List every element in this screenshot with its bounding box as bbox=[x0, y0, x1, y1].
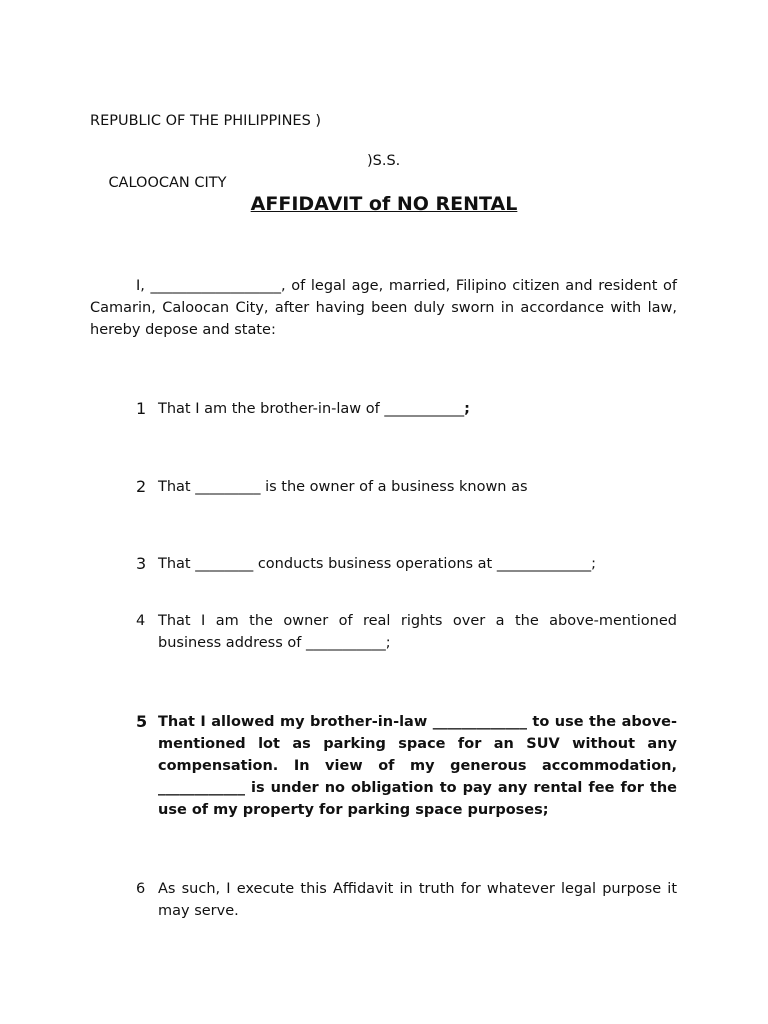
item-text: That ________ conducts business operations at _____________; bbox=[158, 556, 596, 572]
item-number: 6 bbox=[136, 881, 146, 897]
caption-republic: REPUBLIC OF THE PHILIPPINES ) bbox=[90, 113, 322, 129]
item-text-body: That I am the brother-in-law of ___________ bbox=[158, 401, 465, 417]
list-item-2 bbox=[136, 476, 677, 498]
item-text: That _________ is the owner of a business known as bbox=[158, 479, 528, 495]
list-item-1 bbox=[136, 398, 677, 420]
item-number: 3 bbox=[136, 554, 147, 573]
list-item-6 bbox=[136, 878, 677, 922]
item-text-tail: ; bbox=[464, 401, 470, 417]
item-number: 5 bbox=[136, 712, 148, 731]
item-text: That I allowed my brother-in-law _____________ to use the above-mentioned lot as parking space for an SUV without any compensation. In view of my generous accommodation, ____________ is under no obligation to pay any rental fee for the use of my property for parking space purposes; bbox=[158, 714, 677, 818]
item-text: As such, I execute this Affidavit in truth for whatever legal purpose it may serve. bbox=[158, 881, 677, 919]
item-text: That I am the owner of real rights over a the above-mentioned business address of ___________; bbox=[158, 613, 677, 651]
item-number: 2 bbox=[136, 477, 147, 496]
caption-city: CALOOCAN CITY bbox=[108, 175, 227, 191]
intro-paragraph: I, __________________, of legal age, married, Filipino citizen and resident of Camarin, Caloocan City, after having been duly sworn in accordance with law, hereby depose and state: bbox=[90, 278, 677, 338]
item-text bbox=[158, 398, 677, 420]
list-item-5 bbox=[136, 711, 677, 821]
list-item-3 bbox=[136, 553, 677, 575]
item-number: 1 bbox=[136, 399, 147, 418]
list-item-4 bbox=[136, 610, 677, 654]
item-number: 4 bbox=[136, 613, 146, 629]
document-title: AFFIDAVIT of NO RENTAL bbox=[250, 193, 518, 215]
caption-ss: )S.S. bbox=[367, 153, 401, 169]
